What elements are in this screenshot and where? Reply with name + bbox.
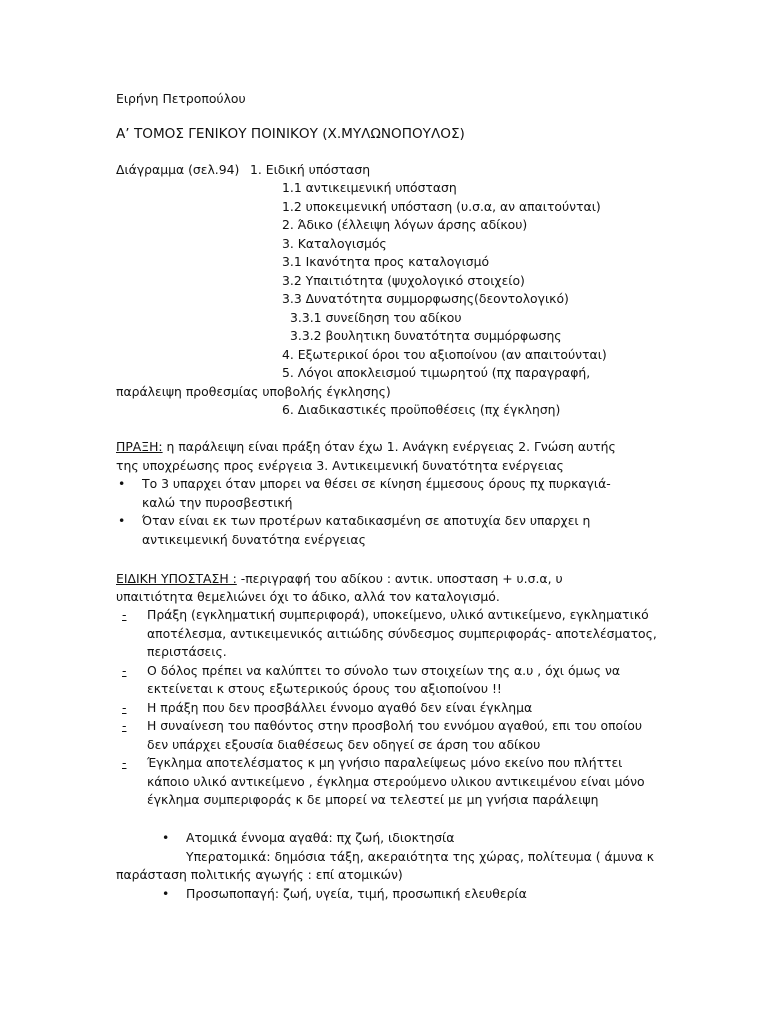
dash-marker: - (122, 607, 127, 622)
diagram-item: 3.2 Υπαιτιότητα (ψυχολογικό στοιχείο) (282, 273, 525, 288)
goods-atomika: Ατομικά έννομα αγαθά: πχ ζωή, ιδιοκτησία (186, 830, 455, 845)
diagram-item: 5. Λόγοι αποκλεισμού τιμωρητού (πχ παραγραφή, (282, 365, 591, 380)
dash-marker: - (122, 718, 127, 733)
diagram-item: 3.3.1 συνείδηση του αδίκου (290, 310, 462, 325)
author-name: Ειρήνη Πετροπούλου (116, 91, 246, 106)
dash-marker: - (122, 663, 127, 678)
bullet-icon: • (162, 886, 170, 901)
diagram-item-wrap: παράλειψη προθεσμίας υποβολής έγκλησης) (116, 384, 391, 399)
eidiki-item: κάποιο υλικό αντικείμενο , έγκλημα στερούμενο υλικου αντικειμένου είναι μόνο (147, 774, 645, 789)
eidiki-text: -περιγραφή του αδίκου : αντικ. υποσταση + υ.σ.α, υ (236, 571, 563, 586)
praxi-bullet: Όταν είναι εκ των προτέρων καταδικασμένη σε αποτυχία δεν υπαρχει η (142, 513, 591, 528)
diagram-item: 4. Εξωτερικοί όροι του αξιοποίνου (αν απαιτούνται) (282, 347, 607, 362)
bullet-icon: • (118, 476, 126, 491)
bullet-icon: • (118, 513, 126, 528)
praxi-text: η παράλειψη είναι πράξη όταν έχω 1. Ανάγκη ενέργειας 2. Γνώση αυτής (162, 439, 616, 454)
eidiki-item: εκτείνεται κ στους εξωτερικούς όρους του αξιοποίνου !! (147, 681, 502, 696)
eidiki-item: Έγκλημα αποτελέσματος κ μη γνήσιο παραλείψεως μόνο εκείνο που πλήττει (147, 755, 623, 770)
praxi-paragraph (116, 438, 616, 457)
eidiki-item: Πράξη (εγκληματική συμπεριφορά), υποκείμενο, υλικό αντικείμενο, εγκληματικό (147, 607, 649, 622)
praxi-bullet: αντικειμενική δυνατότηα ενέργειας (142, 532, 366, 547)
document-title: Α’ ΤΟΜΟΣ ΓΕΝΙΚΟΥ ΠΟΙΝΙΚΟΥ (Χ.ΜΥΛΩΝΟΠΟΥΛΟΣ) (116, 126, 465, 142)
diagram-item: 1. Ειδική υπόσταση (250, 162, 371, 177)
eidiki-item: δεν υπάρχει εξουσία διαθέσεως δεν οδηγεί σε άρση του αδίκου (147, 737, 541, 752)
diagram-item: 3. Καταλογισμός (282, 236, 387, 251)
diagram-item: 3.3 Δυνατότητα συμμορφωσης(δεοντολογικό) (282, 291, 569, 306)
diagram-item: 1.2 υποκειμενική υπόσταση (υ.σ.α, αν απαιτούνται) (282, 199, 601, 214)
eidiki-item: αποτέλεσμα, αντικειμενικός αιτιώδης σύνδεσμος συμπεριφοράς- αποτελέσματος, (147, 626, 657, 641)
diagram-item: 1.1 αντικειμενική υπόσταση (282, 180, 457, 195)
praxi-bullet: Το 3 υπαρχει όταν μπορει να θέσει σε κίνηση έμμεσους όρους πχ πυρκαγιά- (142, 476, 611, 491)
eidiki-item: περιστάσεις. (147, 644, 227, 659)
bullet-icon: • (162, 830, 170, 845)
praxi-bullet: καλώ την πυροσβεστική (142, 495, 293, 510)
diagram-item: 2. Άδικο (έλλειψη λόγων άρσης αδίκου) (282, 217, 528, 232)
goods-yperatomika: Υπερατομικά: δημόσια τάξη, ακεραιότητα της χώρας, πολίτευμα ( άμυνα κ (186, 849, 655, 864)
eidiki-item: έγκλημα συμπεριφοράς κ δε μπορεί να τελεστεί με μη γνήσια παράλειψη (147, 792, 599, 807)
goods-yperatomika-wrap: παράσταση πολιτικής αγωγής : επί ατομικών) (116, 867, 403, 882)
eidiki-item: Ο δόλος πρέπει να καλύπτει το σύνολο των στοιχείων της α.υ , όχι όμως να (147, 663, 621, 678)
dash-marker: - (122, 755, 127, 770)
eidiki-paragraph (116, 570, 563, 589)
goods-prosopopagi: Προσωποπαγή: ζωή, υγεία, τιμή, προσωπική ελευθερία (186, 886, 527, 901)
diagram-item: 3.3.2 βουλητικη δυνατότητα συμμόρφωσης (290, 328, 562, 343)
eidiki-heading: ΕΙΔΙΚΗ ΥΠΟΣΤΑΣΗ : (116, 571, 237, 586)
eidiki-text: υπαιτιότητα θεμελιώνει όχι το άδικο, αλλά τον καταλογισμό. (116, 589, 500, 604)
eidiki-item: Η συναίνεση του παθόντος στην προσβολή του εννόμου αγαθού, επι του οποίου (147, 718, 643, 733)
diagram-label: Διάγραμμα (σελ.94) (116, 162, 240, 177)
eidiki-item: Η πράξη που δεν προσβάλλει έννομο αγαθό δεν είναι έγκλημα (147, 700, 533, 715)
praxi-text: της υποχρέωσης προς ενέργεια 3. Αντικειμενική δυνατότητα ενέργειας (116, 458, 564, 473)
diagram-item: 6. Διαδικαστικές προϋποθέσεις (πχ έγκληση) (282, 402, 561, 417)
dash-marker: - (122, 700, 127, 715)
diagram-item: 3.1 Ικανότητα προς καταλογισμό (282, 254, 490, 269)
praxi-heading: ΠΡΑΞΗ: (116, 439, 163, 454)
